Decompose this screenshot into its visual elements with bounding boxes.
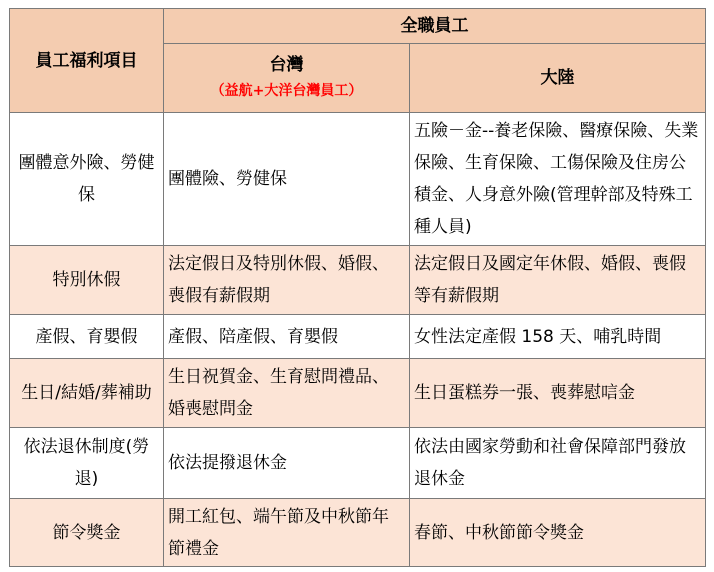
cell-mainland: 女性法定產假 158 天、哺乳時間 — [410, 315, 706, 359]
cell-taiwan: 法定假日及特別休假、婚假、喪假有薪假期 — [164, 246, 410, 315]
header-row-top — [10, 9, 706, 44]
cell-item: 依法退休制度(勞退) — [10, 428, 164, 499]
cell-mainland: 依法由國家勞動和社會保障部門發放退休金 — [410, 428, 706, 499]
cell-mainland: 春節、中秋節節令獎金 — [410, 499, 706, 567]
cell-item: 生日/結婚/葬補助 — [10, 359, 164, 428]
header-row-label: 員工福利項目 — [10, 9, 164, 113]
cell-taiwan: 開工紅包、端午節及中秋節年節禮金 — [164, 499, 410, 567]
cell-taiwan: 團體險、勞健保 — [164, 113, 410, 246]
cell-taiwan: 依法提撥退休金 — [164, 428, 410, 499]
header-taiwan — [164, 44, 410, 113]
benefits-table — [9, 8, 706, 567]
header-mainland: 大陸 — [410, 44, 706, 113]
header-taiwan-title: 台灣 — [269, 55, 304, 75]
cell-mainland: 五險－金--養老保險、醫療保險、失業保險、生育保險、工傷保險及住房公積金、人身意外險(管理幹部及特殊工種人員) — [410, 113, 706, 246]
cell-taiwan: 生日祝賀金、生育慰問禮品、婚喪慰問金 — [164, 359, 410, 428]
header-taiwan-note: （益航+大洋台灣員工） — [210, 83, 363, 99]
cell-mainland: 生日蛋糕券一張、喪葬慰唁金 — [410, 359, 706, 428]
table-row — [10, 359, 706, 428]
cell-item: 節令獎金 — [10, 499, 164, 567]
cell-mainland: 法定假日及國定年休假、婚假、喪假等有薪假期 — [410, 246, 706, 315]
table-row — [10, 113, 706, 246]
table-row — [10, 499, 706, 567]
table-row — [10, 315, 706, 359]
cell-item: 團體意外險、勞健保 — [10, 113, 164, 246]
cell-item: 特別休假 — [10, 246, 164, 315]
table-row — [10, 428, 706, 499]
header-group-label: 全職員工 — [164, 9, 706, 44]
cell-item: 產假、育嬰假 — [10, 315, 164, 359]
table-row — [10, 246, 706, 315]
cell-taiwan: 產假、陪產假、育嬰假 — [164, 315, 410, 359]
